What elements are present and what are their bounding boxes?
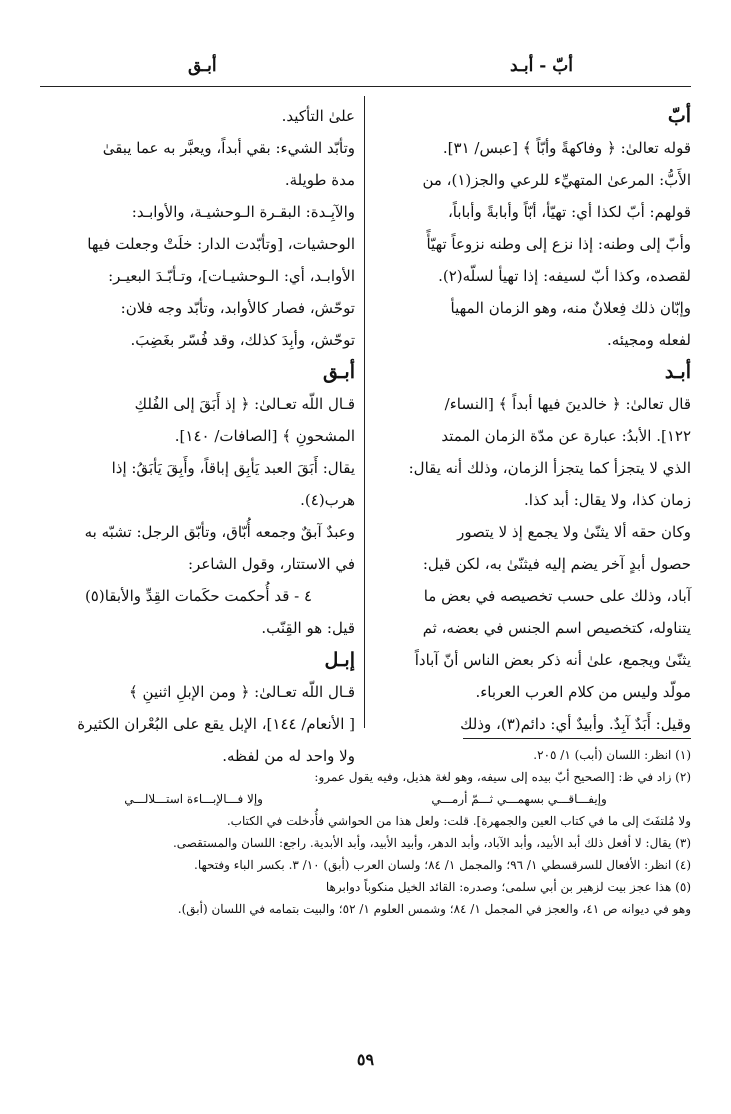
poem-hemistich-first: وإيفـــاقـــي بسهمـــي ثـــمّ أرمـــي [431,792,607,806]
text-line: قال تعالىٰ: ﴿ خالدينَ فيها أبداً ﴾ [النساء/ [444,395,691,413]
footnote-5: (٥) هذا عجز بيت لزهير بن أبي سلمى؛ وصدره: القائد الخيل منكوباً دوابرها [325,880,691,894]
text-line: مولّد وليس من كلام العرب العرباء. [475,683,691,701]
text-line: والآبِـدة: البقـرة الـوحشيـة، والأوابـد: [131,203,355,221]
text-line: قـال اللّه تعـالىٰ: ﴿ إذ أَبَقَ إلى الفُلكِ [134,395,355,413]
left-column [42,100,355,772]
text-line: آباد، وذلك على حسب تخصيصه في بعض ما [423,587,691,605]
header-left-title: أبـق [188,56,217,76]
poetry-verse: ٤ - قد أُحكمت حكَمات القِدِّ والأبقا(٥) [84,587,313,605]
running-header [40,52,691,87]
footnote-4: (٤) انظر: الأفعال للسرقسطي ١/ ٩٦؛ والمجمل ١/ ٨٤؛ ولسان العرب (أبق) ١٠/ ٣. بكسر الباء وفتحها. [194,858,691,872]
text-line: هرب(٤). [300,491,355,509]
poem-hemistich-second: وإلا فـــالإبـــاءة استـــلالـــي [124,792,263,806]
entry-heading-abb: أبّ [667,105,691,127]
text-line: وإبّان ذلك فِعلانٌ منه، وهو الزمان المهيأ [450,299,691,317]
text-line: ولا واحد له من لفظه. [222,747,355,765]
footnote-2: (٢) زاد في ظ: [الصحيح أبّ بيده إلى سيفه، وهو لغة هذيل، وفيه يقول عمرو: [314,770,691,784]
text-line: المشحونِ ﴾ [الصافات/ ١٤٠]. [174,427,355,445]
entry-heading-abaq: أبـق [323,361,355,383]
text-line: وأبّ إلى وطنه: إذا نزع إلى وطنه نزوعاً تهيّأً [426,235,691,253]
footnote-3: (٣) يقال: لا أفعل ذلك أبد الأبيد، وأبد الآباد، وأبد الدهر، وأبيد الأبيد، وأبد الأبدية. راجع: اللسان والمستقصى. [172,836,691,850]
page-number: ٥٩ [356,1050,375,1069]
text-line: لفعله ومجيئه. [607,331,691,349]
text-line: لقصده، وكذا أبّ لسيفه: إذا تهيأ لسلّه(٢). [438,267,691,285]
text-line: الأَبُّ: المرعىٰ المتهيِّء للرعي والجز(١)، من [422,171,691,189]
text-line: في الاستتار، وقول الشاعر: [187,555,355,573]
entry-heading-abad: أبـد [664,361,691,383]
footnote-1: (١) انظر: اللسان (أبب) ١/ ٢٠٥. [533,748,691,762]
text-line: وكان حقه ألا يثنّىٰ ولا يجمع إذ لا يتصور [457,523,691,541]
text-line: وتأبّد الشيء: بقي أبداً، ويعبَّر به عما يبقىٰ [102,139,355,157]
text-line: وعبدٌ آبقٌ وجمعه أُبّاق، وتأبّق الرجل: تشبّه به [84,523,355,541]
text-line: توحّش، وأبِدَ كذلك، وقد فُسّر بغَضِبَ. [130,331,355,349]
text-line: توحّش، فصار كالأوابد، وتأبّد وجه فلان: [120,299,355,317]
text-line: يقال: أَبَقَ العبد يَأبِق إباقاً، وأَبِقَ يَأبَقُ: إذا [111,459,355,477]
text-line: قوله تعالىٰ: ﴿ وفاكهةً وأبّاً ﴾ [عبس/ ٣١]. [442,139,691,157]
text-line: قولهم: أبّ لكذا أي: تهيّأ، أبّاً وأبابةً وأباباً، [447,203,691,221]
text-line: ١٢٢]. الأبدُ: عبارة عن مدّة الزمان الممتد [441,427,691,445]
text-line: حصول أبدٍ آخر يضم إليه فيثنّىٰ به، لكن قيل: [422,555,691,573]
footnote-rule [463,738,691,739]
text-line: وقيل: أَبَدٌ آبِدٌ. وأبيدٌ أي: دائم(٣)، وذلك [460,715,691,733]
footnote-5-cont: وهو في ديوانه ص ٤١، والعجز في المجمل ١/ ٨٤؛ وشمس العلوم ١/ ٥٢؛ والبيت بتمامه في اللسان (أبق). [177,902,691,916]
text-line: يتناوله، كتخصيص اسم الجنس في بعضه، ثم [422,619,691,637]
text-line: زمان كذا، ولا يقال: أبد كذا. [524,491,691,509]
text-line: [ الأنعام/ ١٤٤]، الإبل يقع على البُعْران الكثيرة [77,715,355,733]
text-line: الذي لا يتجزأ كما يتجزأ الزمان، وذلك أنه يقال: [408,459,691,477]
text-line: قـال اللّه تعـالىٰ: ﴿ ومن الإبلِ اثنينِ ﴾ [128,683,355,701]
text-line: يثنّىٰ ويجمع، علىٰ أنه ذكر بعض الناس أنّ آباداً [414,651,691,669]
text-line: علىٰ التأكيد. [281,107,355,125]
text-line: مدة طويلة. [284,171,355,189]
text-line: الأوابـد، أي: الـوحشيـات]، وتـأبّـدَ البعيـر: [108,267,355,285]
footnotes [40,744,691,920]
header-right-title: أبّ - أبـد [510,56,573,76]
footnote-2-end: ولا مُلتفَتَ إلى ما في كتاب العين والجمهرة]. قلت: ولعل هذا من الحواشي فأُدخلت في الكتاب. [226,814,691,828]
text-line: قيل: هو القِنّب. [261,619,355,637]
footnote-2-poem [40,788,691,810]
text-line: الوحشيات، [وتأبّدت الدار: خلَتْ وجعلت فيها [87,235,355,253]
right-column [373,100,691,740]
column-divider [364,96,365,728]
entry-heading-ibil: إبـل [324,649,355,671]
